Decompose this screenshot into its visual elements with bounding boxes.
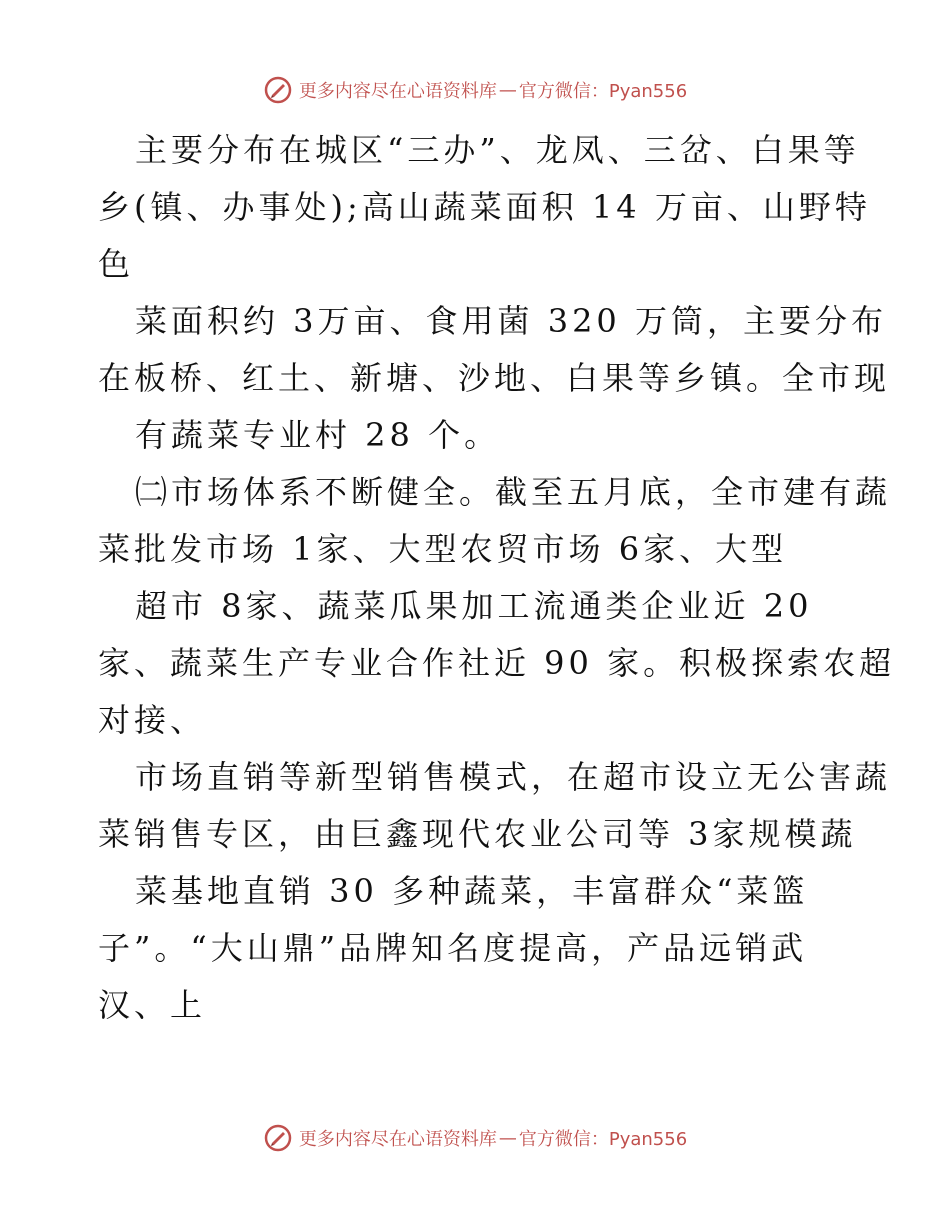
watermark-main-text: 更多内容尽在心语资料库 — [298, 1129, 497, 1150]
text-line-5: 在板桥、红土、新塘、沙地、白果等乡镇。全市现 — [98, 359, 891, 397]
text-line-11: 对接、 — [98, 701, 207, 739]
logo-pen-icon — [263, 75, 293, 105]
text-line-4: 菜面积约 3万亩、食用菌 320 万筒，主要分布 — [135, 302, 887, 340]
logo-pen-icon — [263, 1123, 293, 1153]
watermark-main-text: 更多内容尽在心语资料库 — [298, 81, 497, 102]
text-line-8: 菜批发市场 1家、大型农贸市场 6家、大型 — [98, 530, 788, 568]
text-line-13: 菜销售专区，由巨鑫现代农业公司等 3家规模蔬 — [98, 815, 857, 853]
text-line-16: 汉、上 — [98, 986, 207, 1024]
text-line-7: ㈡市场体系不断健全。截至五月底，全市建有蔬 — [135, 473, 892, 511]
text-line-12: 市场直销等新型销售模式，在超市设立无公害蔬 — [135, 758, 892, 796]
footer-watermark — [0, 1118, 950, 1158]
text-line-15: 子”。“大山鼎”品牌知名度提高，产品远销武 — [98, 929, 808, 967]
watermark-separator: — — [498, 1127, 517, 1149]
text-line-6: 有蔬菜专业村 28 个。 — [135, 416, 501, 454]
text-line-9: 超市 8家、蔬菜瓜果加工流通类企业近 20 — [135, 587, 813, 625]
text-line-10: 家、蔬菜生产专业合作社近 90 家。积极探索农超 — [98, 644, 896, 682]
watermark-wechat-text: 官方微信：Pyan556 — [518, 81, 688, 102]
watermark-wechat-text: 官方微信：Pyan556 — [518, 1129, 688, 1150]
text-line-2: 乡(镇、办事处);高山蔬菜面积 14 万亩、山野特 — [98, 188, 871, 226]
header-watermark — [0, 70, 950, 110]
text-line-1: 主要分布在城区“三办”、龙凤、三岔、白果等 — [135, 131, 860, 169]
text-line-3: 色 — [98, 245, 135, 283]
text-line-14: 菜基地直销 30 多种蔬菜，丰富群众“菜篮 — [135, 872, 809, 910]
watermark-separator: — — [498, 79, 517, 101]
